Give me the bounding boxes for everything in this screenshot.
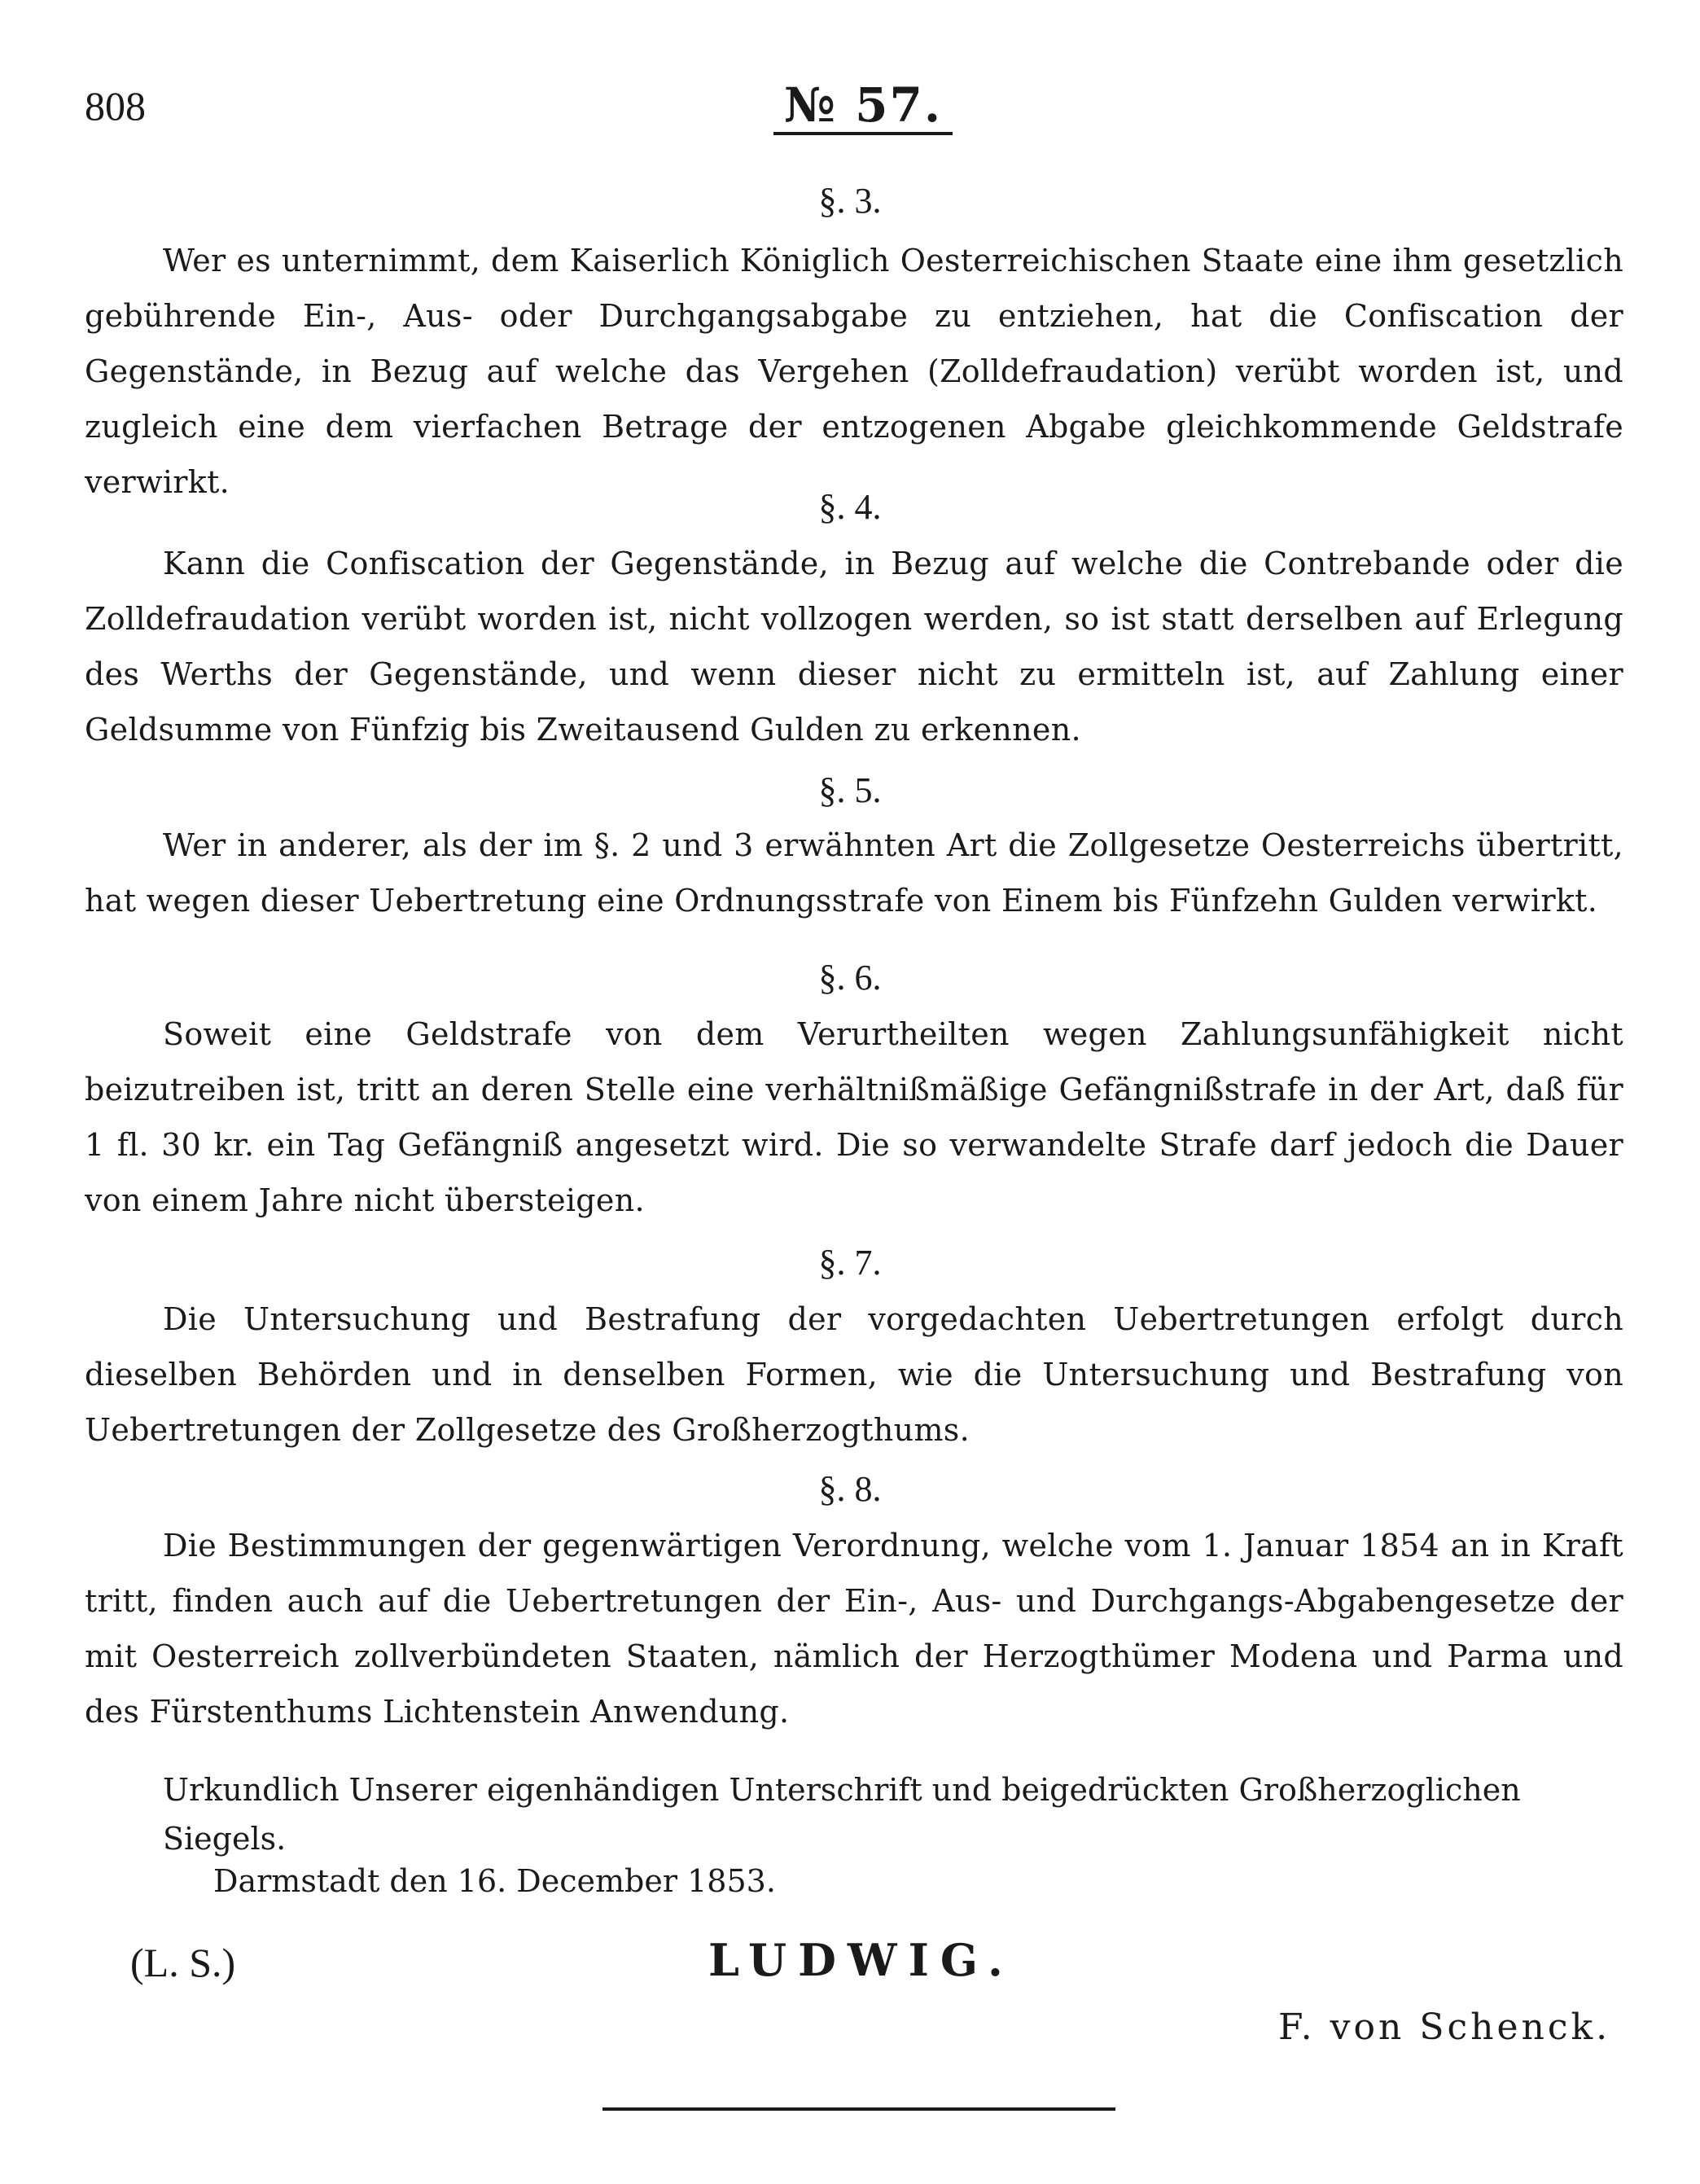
attestation: Urkundlich Unserer eigenhändigen Unterschrift und beigedrückten Großherzoglichen Siegels. (163, 1772, 1521, 1857)
section-text-5: Wer in anderer, als der im §. 2 und 3 erwähnten Art die Zollgesetze Oesterreichs übertritt, hat wegen dieser Uebertretung eine Ordnungsstrafe von Einem bis Fünfzehn Gulden verwirkt. (85, 827, 1623, 919)
section-text-3: Wer es unternimmt, dem Kaiserlich Königlich Oesterreichischen Staate eine ihm gesetzlich gebührende Ein-, Aus- oder Durchgangsabgabe zu entziehen, hat die Confiscation der Gegenstände, in Bezug auf welche das Vergehen (Zolldefraudation) verübt worden ist, und zugleich eine dem vierfachen Betrage der entzogenen Abgabe gleichkommende Geldstrafe verwirkt. (85, 243, 1623, 500)
section-text-4: Kann die Confiscation der Gegenstände, in Bezug auf welche die Contrebande oder die Zolldefraudation verübt worden ist, nicht vollzogen werden, so ist statt derselben auf Erlegung des Werths der Gegenstände, und wenn dieser nicht zu ermitteln ist, auf Zahlung einer Geldsumme von Fünfzig bis Zweitausend Gulden zu erkennen. (85, 546, 1623, 748)
section-text-8: Die Bestimmungen der gegenwärtigen Verordnung, welche vom 1. Januar 1854 an in Kraft tritt, finden auch auf die Uebertretungen der Ein-, Aus- und Durchgangs-Abgabengesetze der mit Oesterreich zollverbündeten Staaten, nämlich der Herzogthümer Modena und Parma und des Fürstenthums Lichtenstein Anwendung. (85, 1528, 1623, 1730)
issue-number: № 57. (773, 78, 953, 135)
section-text-7: Die Untersuchung und Bestrafung der vorgedachten Uebertretungen erfolgt durch dieselben Behörden und in denselben Formen, wie die Untersuchung und Bestrafung von Uebertretungen der Zollgesetze des Großherzogthums. (85, 1301, 1623, 1448)
sovereign-signature: LUDWIG. (708, 1934, 1014, 1986)
countersignature: F. von Schenck. (1278, 2006, 1611, 2048)
section-heading-5: §. 5. (818, 770, 882, 810)
end-rule (602, 2107, 1115, 2111)
page-number: 808 (85, 83, 146, 129)
section-heading-7: §. 7. (818, 1243, 882, 1283)
section-heading-8: §. 8. (818, 1469, 882, 1509)
place-date: Darmstadt den 16. December 1853. (213, 1863, 776, 1899)
section-text-6: Soweit eine Geldstrafe von dem Verurtheilten wegen Zahlungsunfähigkeit nicht beizutreiben ist, tritt an deren Stelle eine verhältnißmäßige Gefängnißstrafe in der Art, daß für 1 fl. 30 kr. ein Tag Gefängniß angesetzt wird. Die so verwandelte Strafe darf jedoch die Dauer von einem Jahre nicht übersteigen. (85, 1016, 1623, 1218)
section-heading-3: §. 3. (818, 181, 882, 221)
section-heading-4: §. 4. (818, 487, 882, 527)
section-heading-6: §. 6. (818, 958, 882, 998)
seal-mark: (L. S.) (130, 1940, 236, 1985)
